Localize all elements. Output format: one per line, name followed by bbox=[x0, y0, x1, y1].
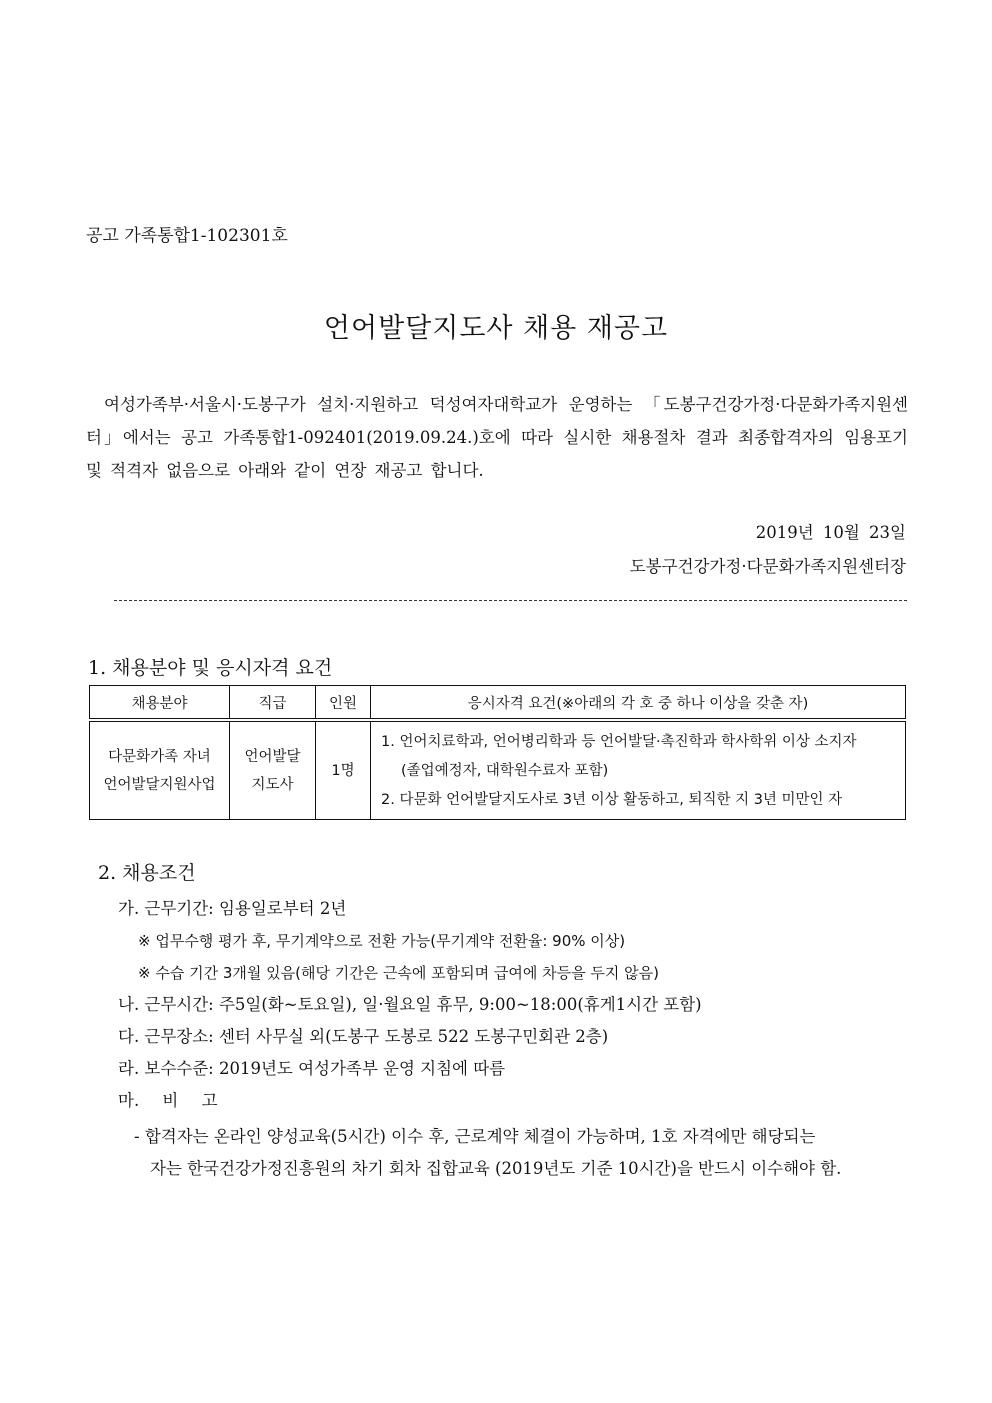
remarks-text bbox=[134, 1121, 914, 1185]
qualification-2: 2. 다문화 언어발달지도사로 3년 이상 활동하고, 퇴직한 지 3년 미만인 자 bbox=[381, 792, 843, 808]
organization-signature: 도봉구건강가정·다문화가족지원센터장 bbox=[629, 557, 906, 576]
header-headcount: 인원 bbox=[316, 686, 371, 721]
cell-grade bbox=[230, 720, 316, 820]
grade-line2: 지도사 bbox=[251, 776, 294, 793]
table-header-row bbox=[90, 686, 906, 721]
grade-line1: 언어발달 bbox=[244, 748, 301, 765]
qualification-1: 1. 언어치료학과, 언어병리학과 등 언어발달·촉진학과 학사학위 이상 소지자 bbox=[381, 734, 857, 750]
qualification-1-note: (졸업예정자, 대학원수료자 포함) bbox=[401, 763, 609, 779]
conditions-list bbox=[118, 893, 918, 1117]
remark-line2: 자는 한국건강가정진흥원의 차기 회차 집합교육 (2019년도 기준 10시간)을 반드시 이수해야 함. bbox=[150, 1159, 842, 1178]
condition-note-conversion: ※ 업무수행 평가 후, 무기계약으로 전환 가능(무기계약 전환율: 90% 이상) bbox=[138, 932, 626, 950]
notice-number: 공고 가족통합1-102301호 bbox=[86, 226, 288, 246]
condition-note-probation: ※ 수습 기간 3개월 있음(해당 기간은 근속에 포함되며 급여에 차등을 두지 않음) bbox=[138, 964, 659, 982]
header-grade: 직급 bbox=[230, 686, 316, 721]
condition-salary: 라. 보수수준: 2019년도 여성가족부 운영 지침에 따름 bbox=[118, 1059, 506, 1078]
announcement-date: 2019년 10월 23일 bbox=[755, 523, 906, 542]
condition-hours: 나. 근무시간: 주5일(화~토요일), 일·월요일 휴무, 9:00~18:00(휴게1시간 포함) bbox=[118, 995, 702, 1014]
condition-remarks-label: 마. 비 고 bbox=[118, 1091, 218, 1110]
intro-paragraph: 여성가족부·서울시·도봉구가 설치·지원하고 덕성여자대학교가 운영하는 「도봉구건강가정·다문화가족지원센터」에서는 공고 가족통합1-092401(2019.09.24.)호에 따라 실시한 채용절차 결과 최종합격자의 임용포기 및 적격자 없음으로 아래와 같이 연장 재공고 합니다. bbox=[86, 395, 908, 480]
cell-field bbox=[90, 720, 230, 820]
remark-line1: - 합격자는 온라인 양성교육(5시간) 이수 후, 근로계약 체결이 가능하며, 1호 자격에만 해당되는 bbox=[134, 1127, 816, 1146]
section2-heading: 2. 채용조건 bbox=[98, 862, 196, 884]
requirements-table bbox=[89, 685, 906, 820]
table-row bbox=[90, 720, 906, 820]
condition-term: 가. 근무기간: 임용일로부터 2년 bbox=[118, 899, 347, 918]
field-line1: 다문화가족 자녀 bbox=[108, 748, 211, 765]
header-field: 채용분야 bbox=[90, 686, 230, 721]
condition-location: 다. 근무장소: 센터 사무실 외(도봉구 도봉로 522 도봉구민회관 2층) bbox=[118, 1027, 609, 1046]
field-line2: 언어발달지원사업 bbox=[103, 776, 216, 793]
cell-headcount: 1명 bbox=[316, 720, 371, 820]
page-title: 언어발달지도사 채용 재공고 bbox=[323, 313, 669, 344]
header-qualifications: 응시자격 요건(※아래의 각 호 중 하나 이상을 갖춘 자) bbox=[371, 686, 906, 721]
dashed-divider bbox=[114, 600, 907, 601]
cell-qualifications bbox=[371, 720, 906, 820]
section1-heading: 1. 채용분야 및 응시자격 요건 bbox=[88, 657, 333, 679]
